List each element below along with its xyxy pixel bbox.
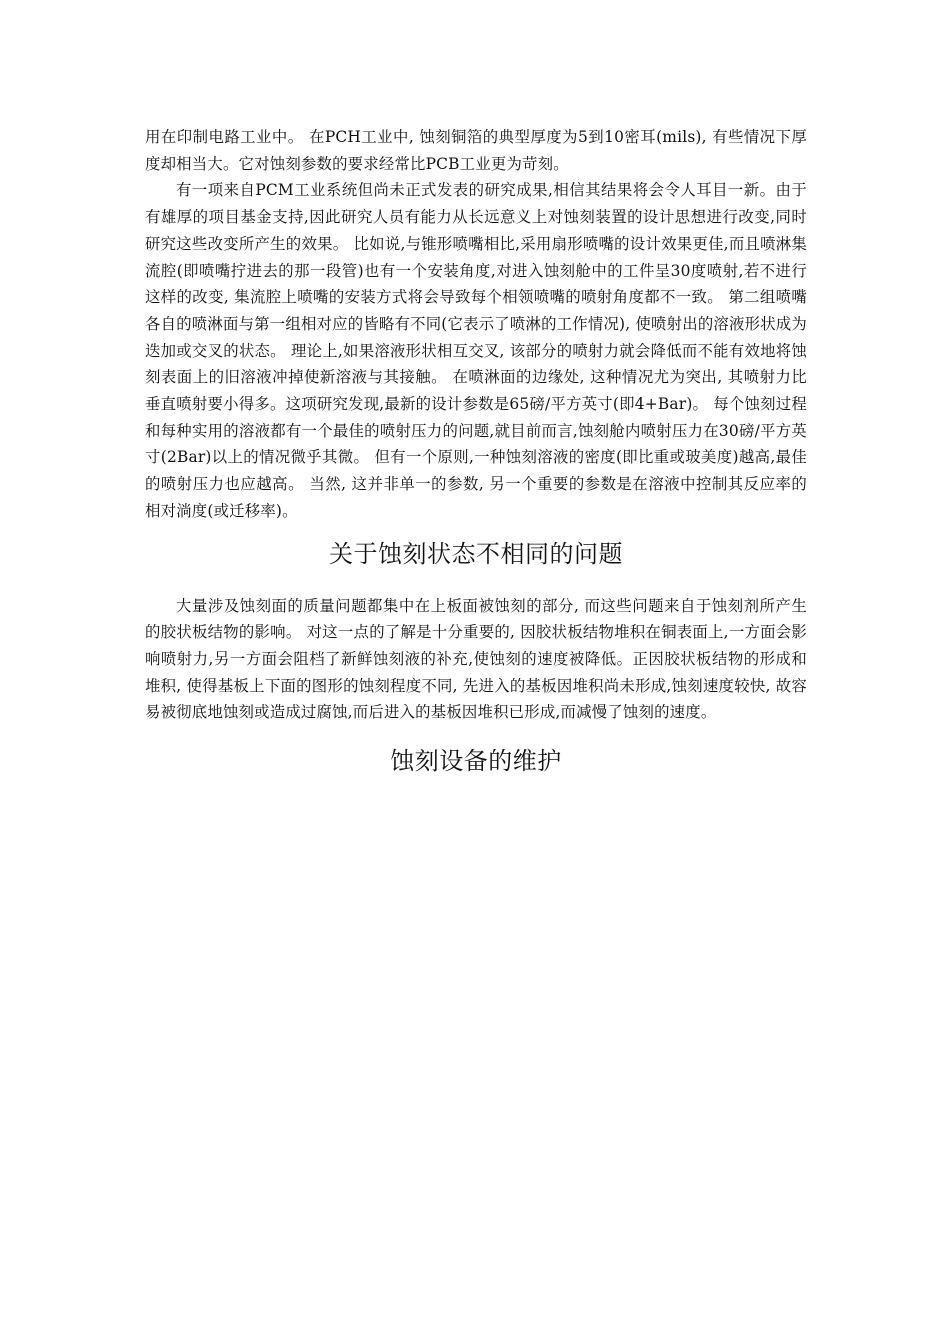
paragraph-pch-industry: 用在印制电路工业中。 在PCH工业中, 蚀刻铜箔的典型厚度为5到10密耳(mils), 有些情况下厚度却相当大。它对蚀刻参数的要求经常比PCB工业更为苛刻。 xyxy=(145,128,807,173)
section-heading-equipment-maintenance: 蚀刻设备的维护 xyxy=(390,747,562,776)
paragraph-etching-surface-quality: 大量涉及蚀刻面的质量问题都集中在上板面被蚀刻的部分, 而这些问题来自于蚀刻剂所产生的胶状板结物的影响。 对这一点的了解是十分重要的, 因胶状板结物堆积在铜表面上,一方面会影响喷射力,另一方面会阻档了新鲜蚀刻液的补充,使蚀刻的速度被降低。正因胶状板结物的形成和堆积, 使得基板上下面的图形的蚀刻程度不同, 先进入的基板因堆积尚未形成,蚀刻速度较快, 故容易被彻底地蚀刻或造成过腐蚀,而后进入的基板因堆积已形成,而减慢了蚀刻的速度。 xyxy=(145,596,807,722)
section-heading-etching-state: 关于蚀刻状态不相同的问题 xyxy=(329,539,623,568)
paragraph-pcm-research: 有一项来自PCM工业系统但尚未正式发表的研究成果,相信其结果将会令人耳目一新。由于有雄厚的项目基金支持,因此研究人员有能力从长远意义上对蚀刻装置的设计思想进行改变,同时研究这些改变所产生的效果。 比如说,与锥形喷嘴相比,采用扇形喷嘴的设计效果更佳,而且喷淋集流腔(即喷嘴拧进去的那一段管)也有一个安装角度,对进入蚀刻舱中的工件呈30度喷射,若不进行这样的改变, 集流腔上喷嘴的安装方式将会导致每个相领喷嘴的喷射角度都不一致。 第二组喷嘴各自的喷淋面与第一组相对应的皆略有不同(它表示了喷淋的工作情况), 使喷射出的溶液形状成为迭加或交叉的状态。 理论上,如果溶液形状相互交叉, 该部分的喷射力就会降低而不能有效地将蚀刻表面上的旧溶液冲掉使新溶液与其接触。 在喷淋面的边缘处, 这种情况尤为突出, 其喷射力比垂直喷射要小得多。这项研究发现,最新的设计参数是65磅/平方英寸(即4+Bar)。 每个蚀刻过程和每种实用的溶液都有一个最佳的喷射压力的问题,就目前而言,蚀刻舱内喷射压力在30磅/平方英寸(2Bar)以上的情况微乎其微。 但有一个原则,一种蚀刻溶液的密度(即比重或玻美度)越高,最佳的喷射压力也应越高。 当然, 这并非单一的参数, 另一个重要的参数是在溶液中控制其反应率的相对淌度(或迁移率)。 xyxy=(145,181,807,520)
document-page xyxy=(145,124,807,776)
